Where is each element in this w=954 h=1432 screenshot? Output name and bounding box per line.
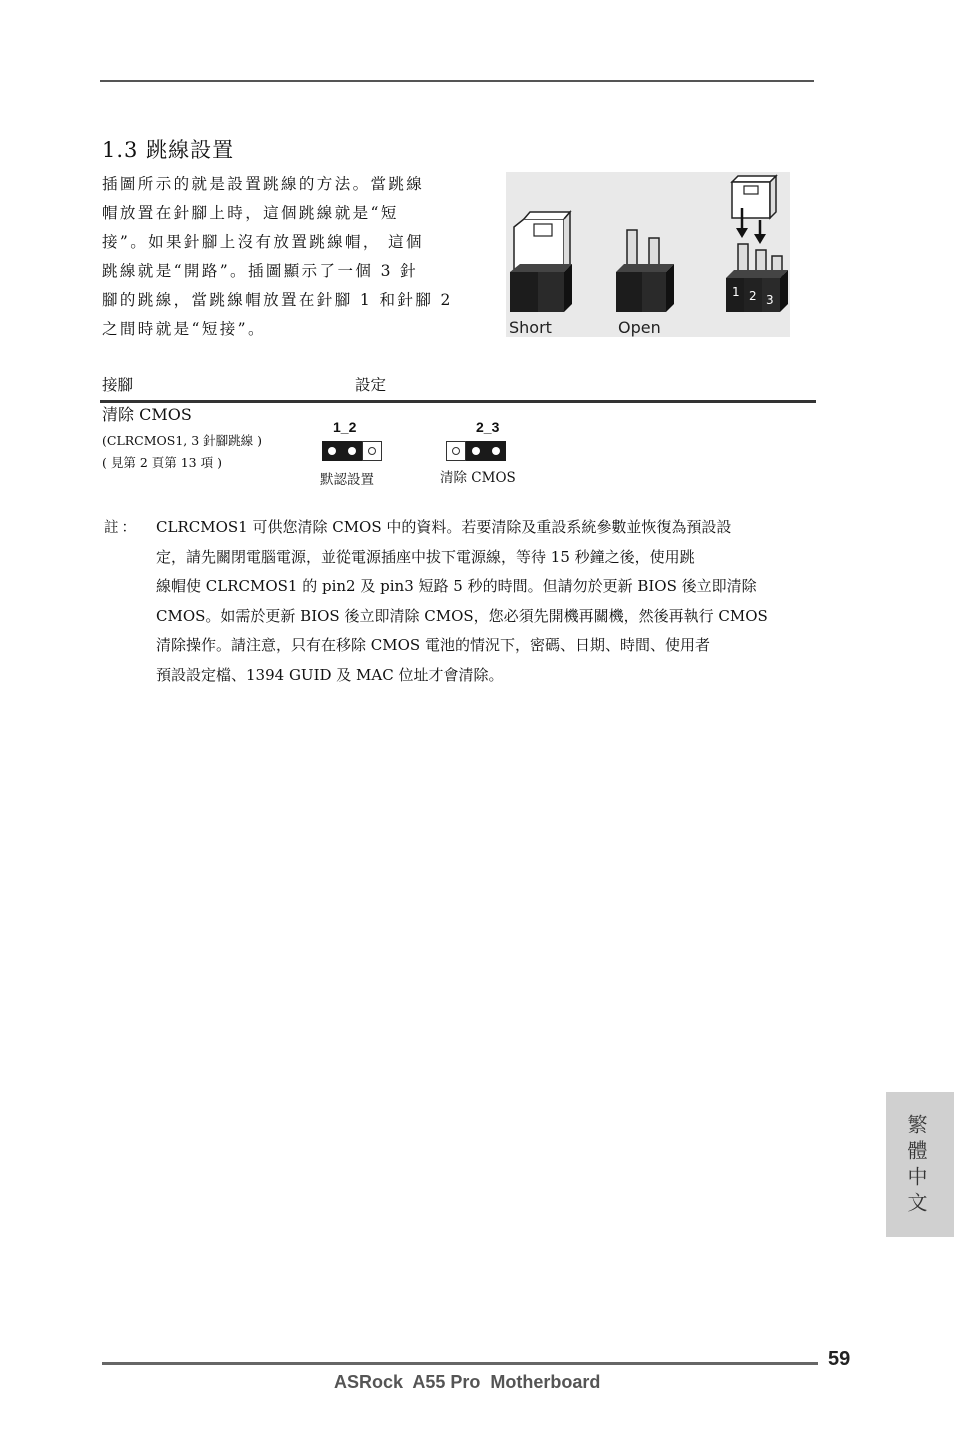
pin-number-1: 1: [732, 285, 740, 299]
table-header-pin: 接腳: [102, 376, 134, 394]
pin-number-2: 2: [749, 289, 757, 303]
footer-product: ASRock A55 Pro Motherboard: [334, 1372, 601, 1392]
jumper-1-2-pins: [322, 441, 382, 461]
note-line: 預設設定檔、1394 GUID 及 MAC 位址才會清除。: [156, 665, 504, 684]
intro-line: 腳的跳線，當跳線帽放置在針腳 1 和針腳 2: [102, 291, 453, 309]
intro-line: 接”。如果針腳上沒有放置跳線帽， 這個: [102, 233, 424, 251]
pin-open: [362, 441, 382, 461]
short-label: Short: [509, 318, 552, 337]
pin-filled: [322, 441, 342, 461]
top-rule: [100, 80, 814, 82]
note-label: 註：: [104, 520, 139, 536]
jumper-drawing: [506, 172, 790, 337]
pin-filled: [466, 441, 486, 461]
pin-filled: [486, 441, 506, 461]
short-jumper-graphic: [510, 212, 572, 312]
language-tab: [886, 1092, 954, 1237]
page-number: 59: [828, 1348, 851, 1370]
intro-line: 之間時就是“短接”。: [102, 320, 266, 338]
jumper-1-2-label: 1_2: [333, 419, 357, 435]
jumper-1-2-caption: 默認設置: [320, 472, 374, 488]
intro-line: 跳線就是“開路”。插圖顯示了一個 3 針: [102, 262, 419, 280]
jumper-2-3-caption: 清除 CMOS: [440, 470, 516, 486]
note-line: 清除操作。請注意，只有在移除 CMOS 電池的情況下，密碼、日期、時間、使用者: [156, 636, 710, 654]
table-header-setting: 設定: [355, 376, 387, 394]
intro-paragraph: [102, 170, 466, 344]
open-jumper-graphic: [616, 230, 674, 312]
jumper-2-3-label: 2_3: [476, 419, 500, 435]
note-line: 線帽使 CLRCMOS1 的 pin2 及 pin3 短路 5 秒的時間。但請勿於更新 BIOS 後立即清除: [156, 577, 757, 595]
row-name: 清除 CMOS: [102, 405, 192, 424]
jumper-illustration: [506, 172, 790, 337]
section-title: 1.3 跳線設置: [102, 138, 235, 162]
intro-line: 插圖所示的就是設置跳線的方法。當跳線: [102, 175, 425, 193]
pin-number-3: 3: [766, 293, 774, 307]
row-subtitle-2: ( 見第 2 頁第 13 項 ): [102, 455, 222, 470]
note-line: 定，請先關閉電腦電源，並從電源插座中拔下電源線，等待 15 秒鐘之後，使用跳: [156, 547, 695, 566]
intro-line: 帽放置在針腳上時，這個跳線就是“短: [102, 204, 399, 222]
row-subtitle-1: (CLRCMOS1, 3 針腳跳線 ): [102, 433, 263, 448]
bottom-rule: [102, 1362, 818, 1365]
note-line: CMOS。如需於更新 BIOS 後立即清除 CMOS，您必須先開機再關機，然後再執行 CMOS: [156, 606, 768, 625]
jumper-2-3-pins: [446, 441, 506, 461]
open-label: Open: [618, 318, 661, 337]
pin-open: [446, 441, 466, 461]
pin-filled: [342, 441, 362, 461]
language-tab-label: 繁體中文: [904, 1114, 928, 1218]
table-rule: [100, 400, 816, 403]
note-line: CLRCMOS1 可供您清除 CMOS 中的資料。若要清除及重設系統參數並恢復為預設設: [156, 518, 732, 536]
note-paragraph: [156, 513, 820, 690]
